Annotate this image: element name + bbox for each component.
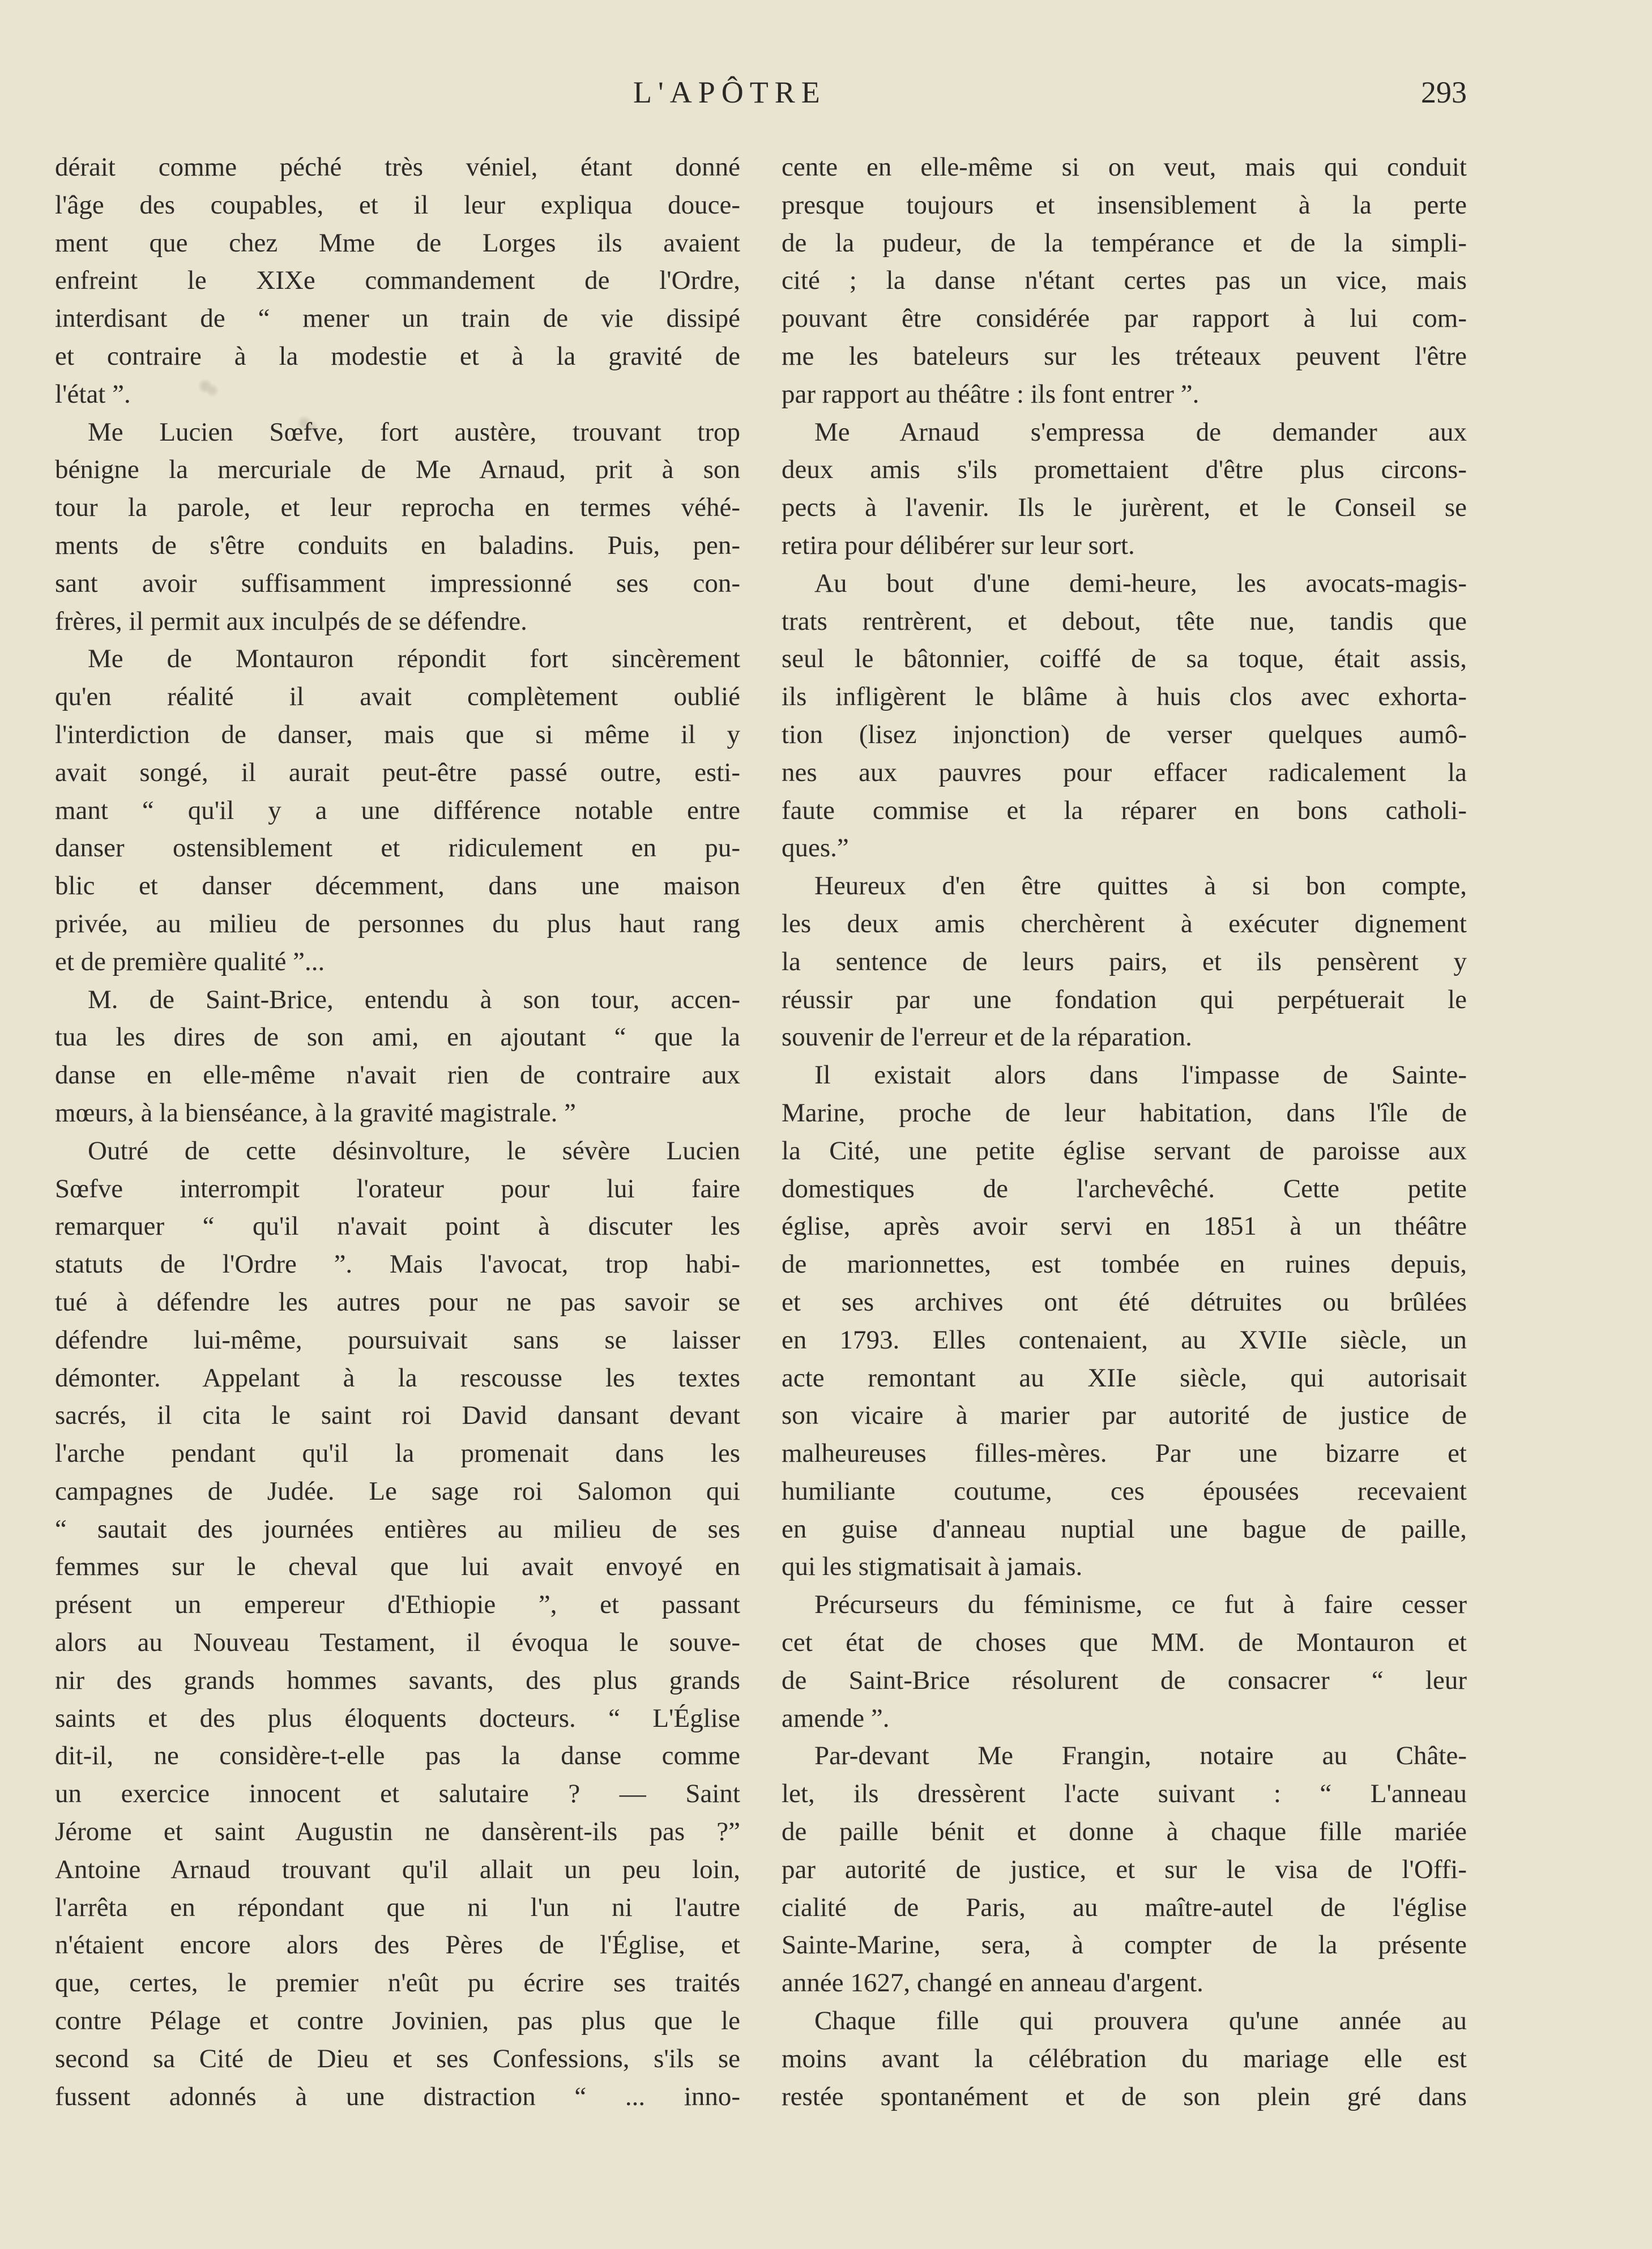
text-line: faute commise et la réparer en bons catholi- bbox=[782, 795, 1467, 825]
text-line: presque toujours et insensiblement à la perte bbox=[782, 190, 1467, 220]
text-line: sant avoir suffisamment impressionné ses con- bbox=[55, 568, 740, 598]
text-line: Sainte-Marine, sera, à compter de la présente bbox=[782, 1930, 1467, 1960]
text-line: la Cité, une petite église servant de paroisse aux bbox=[782, 1136, 1467, 1166]
text-line: domestiques de l'archevêché. Cette petite bbox=[782, 1173, 1467, 1204]
text-line: remarquer “ qu'il n'avait point à discuter les bbox=[55, 1211, 740, 1241]
text-line: Marine, proche de leur habitation, dans l'île de bbox=[782, 1098, 1467, 1128]
text-line: interdisant de “ mener un train de vie dissipé bbox=[55, 304, 740, 334]
text-line: saints et des plus éloquents docteurs. “ L'Église bbox=[55, 1703, 740, 1733]
text-line: ments de s'être conduits en baladins. Puis, pen- bbox=[55, 530, 740, 560]
text-line: contre Pélage et contre Jovinien, pas plus que le bbox=[55, 2006, 740, 2036]
text-line: femmes sur le cheval que lui avait envoyé en bbox=[55, 1552, 740, 1582]
text-line: défendre lui-même, poursuivait sans se laisser bbox=[55, 1325, 740, 1355]
text-line: nes aux pauvres pour effacer radicalement la bbox=[782, 757, 1467, 787]
text-line: qu'en réalité il avait complètement oublié bbox=[55, 682, 740, 712]
text-line: Par-devant Me Frangin, notaire au Châte- bbox=[814, 1741, 1467, 1771]
text-line: et de première qualité ”... bbox=[55, 946, 325, 976]
text-line: tion (lisez injonction) de verser quelques aumô- bbox=[782, 719, 1467, 749]
text-line: l'arche pendant qu'il la promenait dans les bbox=[55, 1439, 740, 1469]
text-line: Il existait alors dans l'impasse de Sainte- bbox=[814, 1060, 1467, 1090]
text-line: dérait comme péché très véniel, étant donné bbox=[55, 152, 740, 182]
text-line: bénigne la mercuriale de Me Arnaud, prit à son bbox=[55, 455, 740, 485]
text-line: alors au Nouveau Testament, il évoqua le souve- bbox=[55, 1628, 740, 1658]
text-line: de Saint-Brice résolurent de consacrer “ leur bbox=[782, 1665, 1467, 1695]
text-line: malheureuses filles-mères. Par une bizarre et bbox=[782, 1439, 1467, 1469]
text-line: Me de Montauron répondit fort sincèrement bbox=[88, 644, 740, 674]
text-line: ment que chez Mme de Lorges ils avaient bbox=[55, 228, 740, 258]
text-line: Me Lucien Sœfve, fort austère, trouvant trop bbox=[88, 417, 740, 447]
text-line: son vicaire à marier par autorité de justice de bbox=[782, 1401, 1467, 1431]
text-line: en guise d'anneau nuptial une bague de paille, bbox=[782, 1514, 1467, 1544]
text-line: sacrés, il cita le saint roi David dansant devant bbox=[55, 1401, 740, 1431]
text-line: campagnes de Judée. Le sage roi Salomon qui bbox=[55, 1476, 740, 1506]
text-line: la sentence de leurs pairs, et ils pensèrent y bbox=[782, 946, 1467, 976]
text-line: acte remontant au XIIe siècle, qui autorisait bbox=[782, 1363, 1467, 1393]
text-line: danser ostensiblement et ridiculement en pu- bbox=[55, 833, 740, 863]
text-line: démonter. Appelant à la rescousse les textes bbox=[55, 1363, 740, 1393]
text-line: amende ”. bbox=[782, 1703, 890, 1733]
text-line: blic et danser décemment, dans une maison bbox=[55, 871, 740, 901]
text-line: l'arrêta en répondant que ni l'un ni l'autre bbox=[55, 1892, 740, 1922]
text-line: Me Arnaud s'empressa de demander aux bbox=[814, 417, 1467, 447]
text-line: réussir par une fondation qui perpétuerait le bbox=[782, 984, 1467, 1014]
text-line: nir des grands hommes savants, des plus grands bbox=[55, 1665, 740, 1695]
text-line: tour la parole, et leur reprocha en termes véhé- bbox=[55, 493, 740, 523]
text-line: que, certes, le premier n'eût pu écrire ses traités bbox=[55, 1968, 740, 1998]
text-line: deux amis s'ils promettaient d'être plus circons- bbox=[782, 455, 1467, 485]
text-line: cité ; la danse n'étant certes pas un vice, mais bbox=[782, 266, 1467, 296]
page-number: 293 bbox=[1421, 75, 1467, 109]
text-line: pouvant être considérée par rapport à lui com- bbox=[782, 304, 1467, 334]
text-line: ils infligèrent le blâme à huis clos avec exhorta- bbox=[782, 682, 1467, 712]
text-line: privée, au milieu de personnes du plus haut rang bbox=[55, 908, 740, 938]
text-line: enfreint le XIXe commandement de l'Ordre, bbox=[55, 266, 740, 296]
text-line: par autorité de justice, et sur le visa de l'Offi- bbox=[782, 1854, 1467, 1884]
text-line: let, ils dressèrent l'acte suivant : “ L'anneau bbox=[782, 1779, 1467, 1809]
text-line: de paille bénit et donne à chaque fille mariée bbox=[782, 1817, 1467, 1847]
text-line: cet état de choses que MM. de Montauron et bbox=[782, 1628, 1467, 1658]
text-line: statuts de l'Ordre ”. Mais l'avocat, trop habi- bbox=[55, 1249, 740, 1279]
text-line: second sa Cité de Dieu et ses Confessions, s'ils se bbox=[55, 2043, 740, 2073]
text-line: de marionnettes, est tombée en ruines depuis, bbox=[782, 1249, 1467, 1279]
text-line: cente en elle-même si on veut, mais qui conduit bbox=[782, 152, 1467, 182]
text-line: me les bateleurs sur les tréteaux peuvent l'être bbox=[782, 341, 1467, 371]
text-line: trats rentrèrent, et debout, tête nue, tandis que bbox=[782, 606, 1467, 636]
text-line: Chaque fille qui prouvera qu'une année au bbox=[814, 2006, 1467, 2036]
text-line: mant “ qu'il y a une différence notable entre bbox=[55, 795, 740, 825]
text-line: Outré de cette désinvolture, le sévère Lucien bbox=[88, 1136, 740, 1166]
text-line: pects à l'avenir. Ils le jurèrent, et le Conseil se bbox=[782, 493, 1467, 523]
text-line: n'étaient encore alors des Pères de l'Église, et bbox=[55, 1930, 740, 1960]
text-line: en 1793. Elles contenaient, au XVIIe siècle, un bbox=[782, 1325, 1467, 1355]
left-text-column bbox=[55, 148, 740, 2115]
text-line: avait songé, il aurait peut-être passé outre, esti- bbox=[55, 757, 740, 787]
text-line: Jérome et saint Augustin ne dansèrent-ils pas ?” bbox=[55, 1817, 740, 1847]
text-line: l'interdiction de danser, mais que si même il y bbox=[55, 719, 740, 749]
text-line: seul le bâtonnier, coiffé de sa toque, était assis, bbox=[782, 644, 1467, 674]
text-line: année 1627, changé en anneau d'argent. bbox=[782, 1968, 1203, 1998]
text-line: humiliante coutume, ces épousées recevaient bbox=[782, 1476, 1467, 1506]
text-line: M. de Saint-Brice, entendu à son tour, accen- bbox=[88, 984, 740, 1014]
text-line: qui les stigmatisait à jamais. bbox=[782, 1552, 1083, 1582]
text-line: et ses archives ont été détruites ou brûlées bbox=[782, 1287, 1467, 1317]
text-line: tua les dires de son ami, en ajoutant “ que la bbox=[55, 1022, 740, 1052]
running-title: L'APÔTRE bbox=[633, 75, 826, 109]
text-line: ques.” bbox=[782, 833, 849, 863]
text-line: tué à défendre les autres pour ne pas savoir se bbox=[55, 1287, 740, 1317]
text-line: souvenir de l'erreur et de la réparation. bbox=[782, 1022, 1192, 1052]
text-line: retira pour délibérer sur leur sort. bbox=[782, 530, 1135, 560]
text-line: Antoine Arnaud trouvant qu'il allait un peu loin, bbox=[55, 1854, 740, 1884]
text-line: présent un empereur d'Ethiopie ”, et passant bbox=[55, 1590, 740, 1620]
text-line: église, après avoir servi en 1851 à un théâtre bbox=[782, 1211, 1467, 1241]
text-line: mœurs, à la bienséance, à la gravité magistrale. ” bbox=[55, 1098, 577, 1128]
text-line: fussent adonnés à une distraction “ ... inno- bbox=[55, 2081, 740, 2111]
text-line: danse en elle-même n'avait rien de contraire aux bbox=[55, 1060, 740, 1090]
text-line: de la pudeur, de la tempérance et de la simpli- bbox=[782, 228, 1467, 258]
text-line: moins avant la célébration du mariage elle est bbox=[782, 2043, 1467, 2073]
text-line: Heureux d'en être quittes à si bon compte, bbox=[814, 871, 1467, 901]
text-line: par rapport au théâtre : ils font entrer ”. bbox=[782, 379, 1199, 409]
text-line: Sœfve interrompit l'orateur pour lui faire bbox=[55, 1173, 740, 1204]
text-line: l'état ”. bbox=[55, 379, 131, 409]
text-line: “ sautait des journées entières au milieu de ses bbox=[55, 1514, 740, 1544]
text-line: Précurseurs du féminisme, ce fut à faire cesser bbox=[814, 1590, 1467, 1620]
text-line: et contraire à la modestie et à la gravité de bbox=[55, 341, 740, 371]
text-line: un exercice innocent et salutaire ? — Saint bbox=[55, 1779, 740, 1809]
text-line: l'âge des coupables, et il leur expliqua douce- bbox=[55, 190, 740, 220]
text-line: restée spontanément et de son plein gré dans bbox=[782, 2081, 1467, 2111]
running-head bbox=[0, 71, 1652, 113]
text-line: cialité de Paris, au maître-autel de l'église bbox=[782, 1892, 1467, 1922]
text-line: Au bout d'une demi-heure, les avocats-magis- bbox=[814, 568, 1467, 598]
text-line: frères, il permit aux inculpés de se défendre. bbox=[55, 606, 527, 636]
text-line: les deux amis cherchèrent à exécuter dignement bbox=[782, 908, 1467, 938]
right-text-column bbox=[782, 148, 1467, 2115]
text-line: dit-il, ne considère-t-elle pas la danse comme bbox=[55, 1741, 740, 1771]
